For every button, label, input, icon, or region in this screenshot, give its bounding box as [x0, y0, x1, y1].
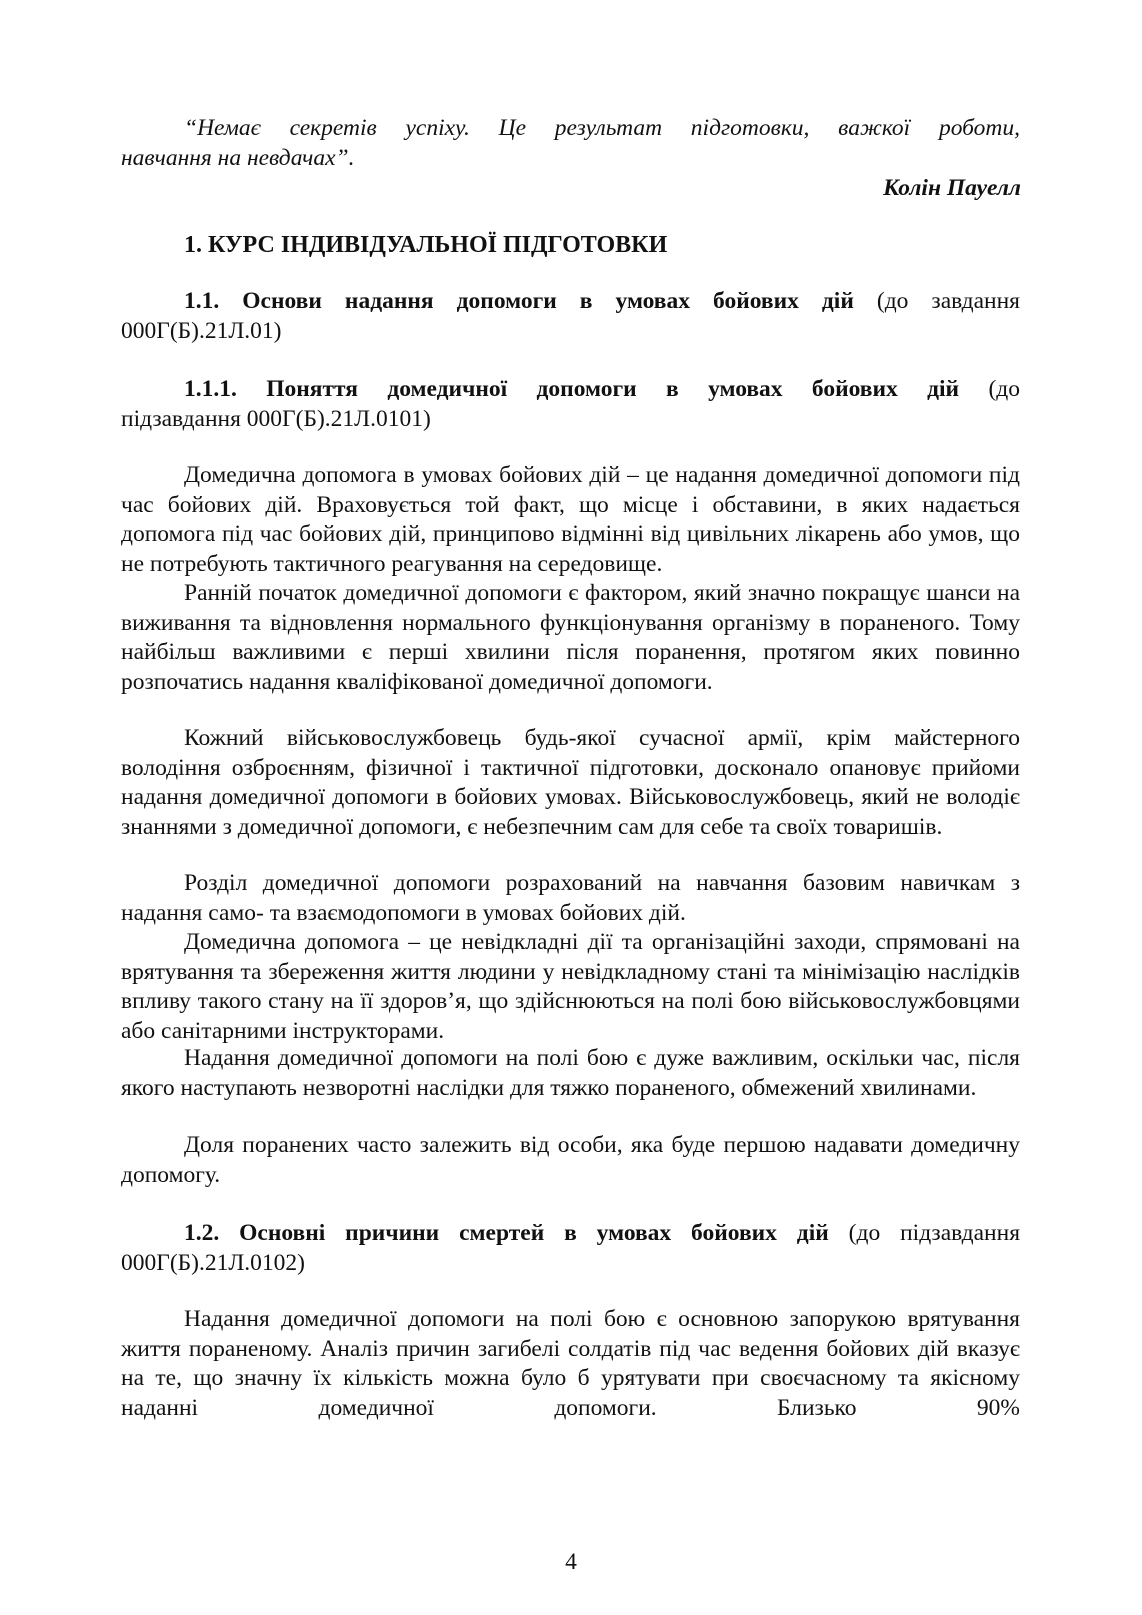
paragraph: Надання домедичної допомоги на полі бою є дуже важливим, оскільки час, після якого наступають незворотні наслідки для тяжко пораненого, обмежений хвилинами.	[121, 1045, 1020, 1101]
epigraph-line-1: “Немає секретів успіху. Це результат підготовки, важкої роботи,	[184, 115, 1020, 141]
section-1-1-1-task-code: підзавдання 000Г(Б).21Л.0101)	[121, 406, 431, 432]
paragraph: Ранній початок домедичної допомоги є фактором, який значно покращує шанси на виживання та відновлення нормального функціонування організму в пораненого. Тому найбільш важливими є перші хвилини після поранення, протягом яких повинно розпочатись надання кваліфікованої домедичної допомоги.	[121, 580, 1020, 695]
paragraph: Розділ домедичної допомоги розрахований на навчання базовим навичкам з надання само- та взаємодопомоги в умовах бойових дій.	[121, 870, 1020, 926]
section-1-1-1-title: 1.1.1. Поняття домедичної допомоги в умовах бойових дій	[184, 376, 960, 402]
section-1-1-1-heading	[121, 375, 1020, 405]
paragraph: Домедична допомога в умовах бойових дій – це надання домедичної допомоги під час бойових дій. Враховується той факт, що місце і обставини, в яких надається допомога під час бойових дій, принципово відмінні від цивільних лікарень або умов, що не потребують тактичного реагування на середовище.	[121, 462, 1020, 577]
chapter-title: 1. КУРС ІНДИВІДУАЛЬНОЇ ПІДГОТОВКИ	[184, 232, 668, 258]
section-1-1-title: 1.1. Основи надання допомоги в умовах бойових дій	[184, 288, 854, 314]
section-1-2-heading	[121, 1219, 1020, 1249]
paragraph: Доля поранених часто залежить від особи, яка буде першою надавати домедичну допомогу.	[121, 1132, 1020, 1188]
section-1-2-title: 1.2. Основні причини смертей в умовах бойових дій	[184, 1220, 829, 1246]
section-1-2-task-ref: (до підзавдання	[848, 1220, 1021, 1246]
section-1-1-task-code: 000Г(Б).21Л.01)	[121, 318, 282, 344]
section-1-2-task-code: 000Г(Б).21Л.0102)	[121, 1250, 305, 1276]
epigraph-author: Колін Пауелл	[883, 175, 1021, 201]
paragraph: Кожний військовослужбовець будь-якої сучасної армії, крім майстерного володіння озброєнням, фізичної і тактичної підготовки, досконало опановує прийоми надання домедичної допомоги в бойових умовах. Військовослужбовець, який не володіє знаннями з домедичної допомоги, є небезпечним сам для себе та своїх товаришів.	[121, 725, 1020, 840]
paragraph: Надання домедичної допомоги на полі бою є основною запорукою врятування життя пораненому. Аналіз причин загибелі солдатів під час ведення бойових дій вказує на те, що значну їх кількість можна було б урятувати при своєчасному та якісному наданні домедичної допомоги. Близько 90%	[121, 1306, 1020, 1421]
section-1-1-heading	[121, 287, 1020, 317]
paragraph: Домедична допомога – це невідкладні дії та організаційні заходи, спрямовані на врятування та збереження життя людини у невідкладному стані та мінімізацію наслідків впливу такого стану на її здоров’я, що здійснюються на полі бою військовослужбовцями або санітарними інструкторами.	[121, 929, 1020, 1044]
epigraph-line-2: навчання на невдачах”.	[121, 145, 355, 171]
section-1-1-task-ref: (до завдання	[876, 288, 1020, 314]
page-number: 4	[565, 1549, 577, 1575]
section-1-1-1-task-ref: (до	[988, 376, 1021, 402]
